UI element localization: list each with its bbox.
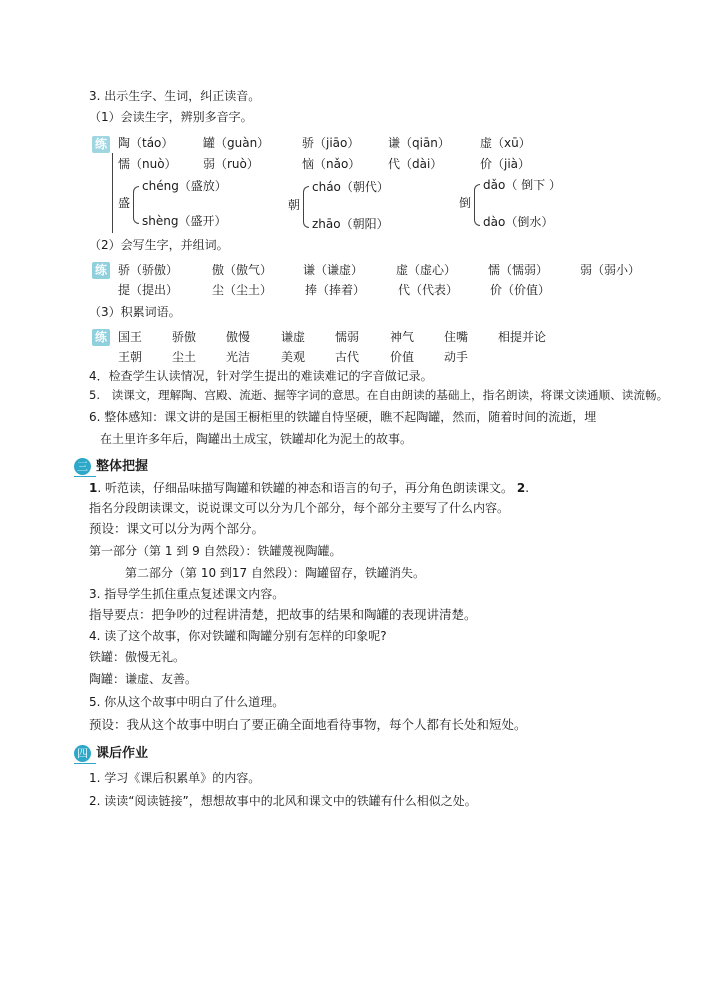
write-item: 代（代表） bbox=[398, 283, 459, 297]
write-item: 傲（傲气） bbox=[212, 263, 273, 277]
brace-chao bbox=[303, 186, 309, 228]
write-item: 捧（捧着） bbox=[305, 283, 366, 297]
bracket-rule bbox=[112, 153, 113, 233]
sec3-preset-1 bbox=[89, 523, 264, 536]
sec3-part-2: 第二部分（第 10 到17 自然段）：陶罐留存，铁罐消失。 bbox=[125, 566, 425, 580]
section-title: 整体把握 bbox=[96, 459, 149, 474]
write-item: 谦（谦虚） bbox=[303, 263, 364, 277]
write-item: 弱（弱小） bbox=[580, 263, 641, 277]
item-6-line-2: 在土里许多年后，陶罐出土成宝，铁罐却化为泥土的故事。 bbox=[100, 432, 413, 446]
read-item: 价（jià） bbox=[480, 157, 531, 171]
write-item: 骄（骄傲） bbox=[118, 263, 179, 277]
poly-reading-top: cháo（朝代） bbox=[312, 180, 389, 194]
item-4: 4．检查学生认读情况，针对学生提出的难读难记的字音做记录。 bbox=[89, 369, 433, 383]
subitem-3-heading: （3）积累词语。 bbox=[89, 305, 181, 319]
para-dot: . bbox=[525, 481, 530, 495]
sec3-para-2: 指名分段朗读课文，说说课文可以分为几个部分，每个部分主要写了什么内容。 bbox=[89, 501, 510, 515]
poly-reading-bottom: shèng（盛开） bbox=[142, 214, 227, 228]
read-item: 代（dài） bbox=[388, 157, 443, 171]
word-item: 价值 bbox=[390, 350, 415, 364]
read-item: 弱（ruò） bbox=[203, 157, 259, 171]
read-item: 虚（xū） bbox=[480, 136, 531, 150]
poly-reading-bottom: zhāo（朝阳） bbox=[312, 217, 389, 231]
read-item: 骄（jiāo） bbox=[302, 136, 360, 150]
sec3-para-4: 4. 读了这个故事，你对铁罐和陶罐分别有怎样的印象呢? bbox=[89, 629, 387, 643]
word-item: 懦弱 bbox=[335, 330, 360, 344]
read-item: 陶（táo） bbox=[118, 136, 174, 150]
word-item: 谦虚 bbox=[281, 330, 306, 344]
read-item: 罐（guàn） bbox=[203, 136, 270, 150]
write-item: 懦（懦弱） bbox=[488, 263, 549, 277]
word-item: 相提并论 bbox=[498, 330, 547, 344]
poly-reading-top: dǎo（ 倒下 ） bbox=[483, 178, 561, 192]
sec3-preset-2 bbox=[89, 719, 527, 732]
word-item: 光洁 bbox=[226, 350, 251, 364]
subitem-1-heading: （1）会读生字，辨别多音字。 bbox=[89, 110, 253, 124]
read-item: 懦（nuò） bbox=[118, 157, 177, 171]
write-item: 提（提出） bbox=[118, 283, 179, 297]
read-item: 恼（nǎo） bbox=[302, 157, 361, 171]
poly-char-sheng: 盛 bbox=[118, 196, 131, 210]
guide-text: 把争吵的过程讲清楚，把故事的结果和陶罐的表现讲清楚。 bbox=[151, 607, 477, 622]
para-number: 1 bbox=[89, 481, 98, 495]
sec3-para-5: 5. 你从这个故事中明白了什么道理。 bbox=[89, 695, 285, 709]
practice-badge-read: 练 bbox=[92, 136, 110, 153]
word-item: 动手 bbox=[444, 350, 469, 364]
sec3-para-1 bbox=[89, 482, 529, 494]
word-item: 住嘴 bbox=[444, 330, 469, 344]
sec3-iron-impression: 铁罐：傲慢无礼。 bbox=[89, 650, 186, 664]
write-item: 虚（虚心） bbox=[396, 263, 457, 277]
brace-sheng bbox=[133, 186, 139, 224]
preset-text: 我从这个故事中明白了要正确全面地看待事物，每个人都有长处和短处。 bbox=[126, 717, 527, 732]
preset-text: 课文可以分为两个部分。 bbox=[126, 521, 265, 536]
poly-reading-top: chéng（盛放） bbox=[142, 179, 227, 193]
preset-label: 预设： bbox=[89, 717, 127, 732]
section-underline bbox=[74, 476, 96, 477]
preset-label: 预设： bbox=[89, 521, 127, 536]
para-number: 2 bbox=[516, 481, 526, 495]
word-item: 神气 bbox=[390, 330, 415, 344]
write-item: 尘（尘土） bbox=[212, 283, 273, 297]
para-text: . 听范读，仔细品味描写陶罐和铁罐的神态和语言的句子，再分角色朗读课文。 bbox=[97, 481, 513, 495]
item-5: 5. 读课文，理解陶、宫殿、流逝、掘等字词的意思。在自由朗读的基础上，指名朗读，将课文读通顺、读流畅。 bbox=[89, 388, 669, 402]
section-underline bbox=[74, 763, 96, 764]
practice-badge-write: 练 bbox=[92, 262, 110, 279]
sec3-clay-impression: 陶罐：谦虚、友善。 bbox=[89, 672, 198, 686]
homework-item-2: 2. 读读“阅读链接”，想想故事中的北风和课文中的铁罐有什么相似之处。 bbox=[89, 794, 477, 808]
section-number-badge: 三 bbox=[74, 458, 91, 475]
word-item: 尘土 bbox=[172, 350, 197, 364]
homework-item-1: 1. 学习《课后积累单》的内容。 bbox=[89, 771, 261, 785]
section-number-badge: 四 bbox=[74, 745, 91, 762]
word-item: 国王 bbox=[118, 330, 143, 344]
poly-reading-bottom: dào（倒水） bbox=[483, 215, 554, 229]
word-item: 古代 bbox=[335, 350, 360, 364]
sec3-part-1: 第一部分（第 1 到 9 自然段）：铁罐蔑视陶罐。 bbox=[89, 544, 342, 558]
subitem-2-heading: （2）会写生字，并组词。 bbox=[89, 238, 229, 252]
read-item: 谦（qiān） bbox=[388, 136, 450, 150]
word-item: 骄傲 bbox=[172, 330, 197, 344]
word-item: 傲慢 bbox=[226, 330, 251, 344]
sec3-guide bbox=[89, 609, 477, 622]
word-item: 王朝 bbox=[118, 350, 143, 364]
guide-label: 指导要点： bbox=[89, 607, 152, 622]
poly-char-chao: 朝 bbox=[288, 198, 301, 212]
item-6-line-1: 6. 整体感知：课文讲的是国王橱柜里的铁罐自恃坚硬，瞧不起陶罐，然而，随着时间的流逝，埋 bbox=[89, 410, 597, 424]
poly-char-dao: 倒 bbox=[459, 196, 472, 210]
item-3-heading: 3. 出示生字、生词，纠正读音。 bbox=[89, 89, 261, 103]
practice-badge-words: 练 bbox=[92, 329, 110, 346]
brace-dao bbox=[474, 184, 480, 226]
section-title: 课后作业 bbox=[96, 746, 149, 761]
sec3-para-3: 3. 指导学生抓住重点复述课文内容。 bbox=[89, 587, 285, 601]
write-item: 价（价值） bbox=[490, 283, 551, 297]
word-item: 美观 bbox=[281, 350, 306, 364]
